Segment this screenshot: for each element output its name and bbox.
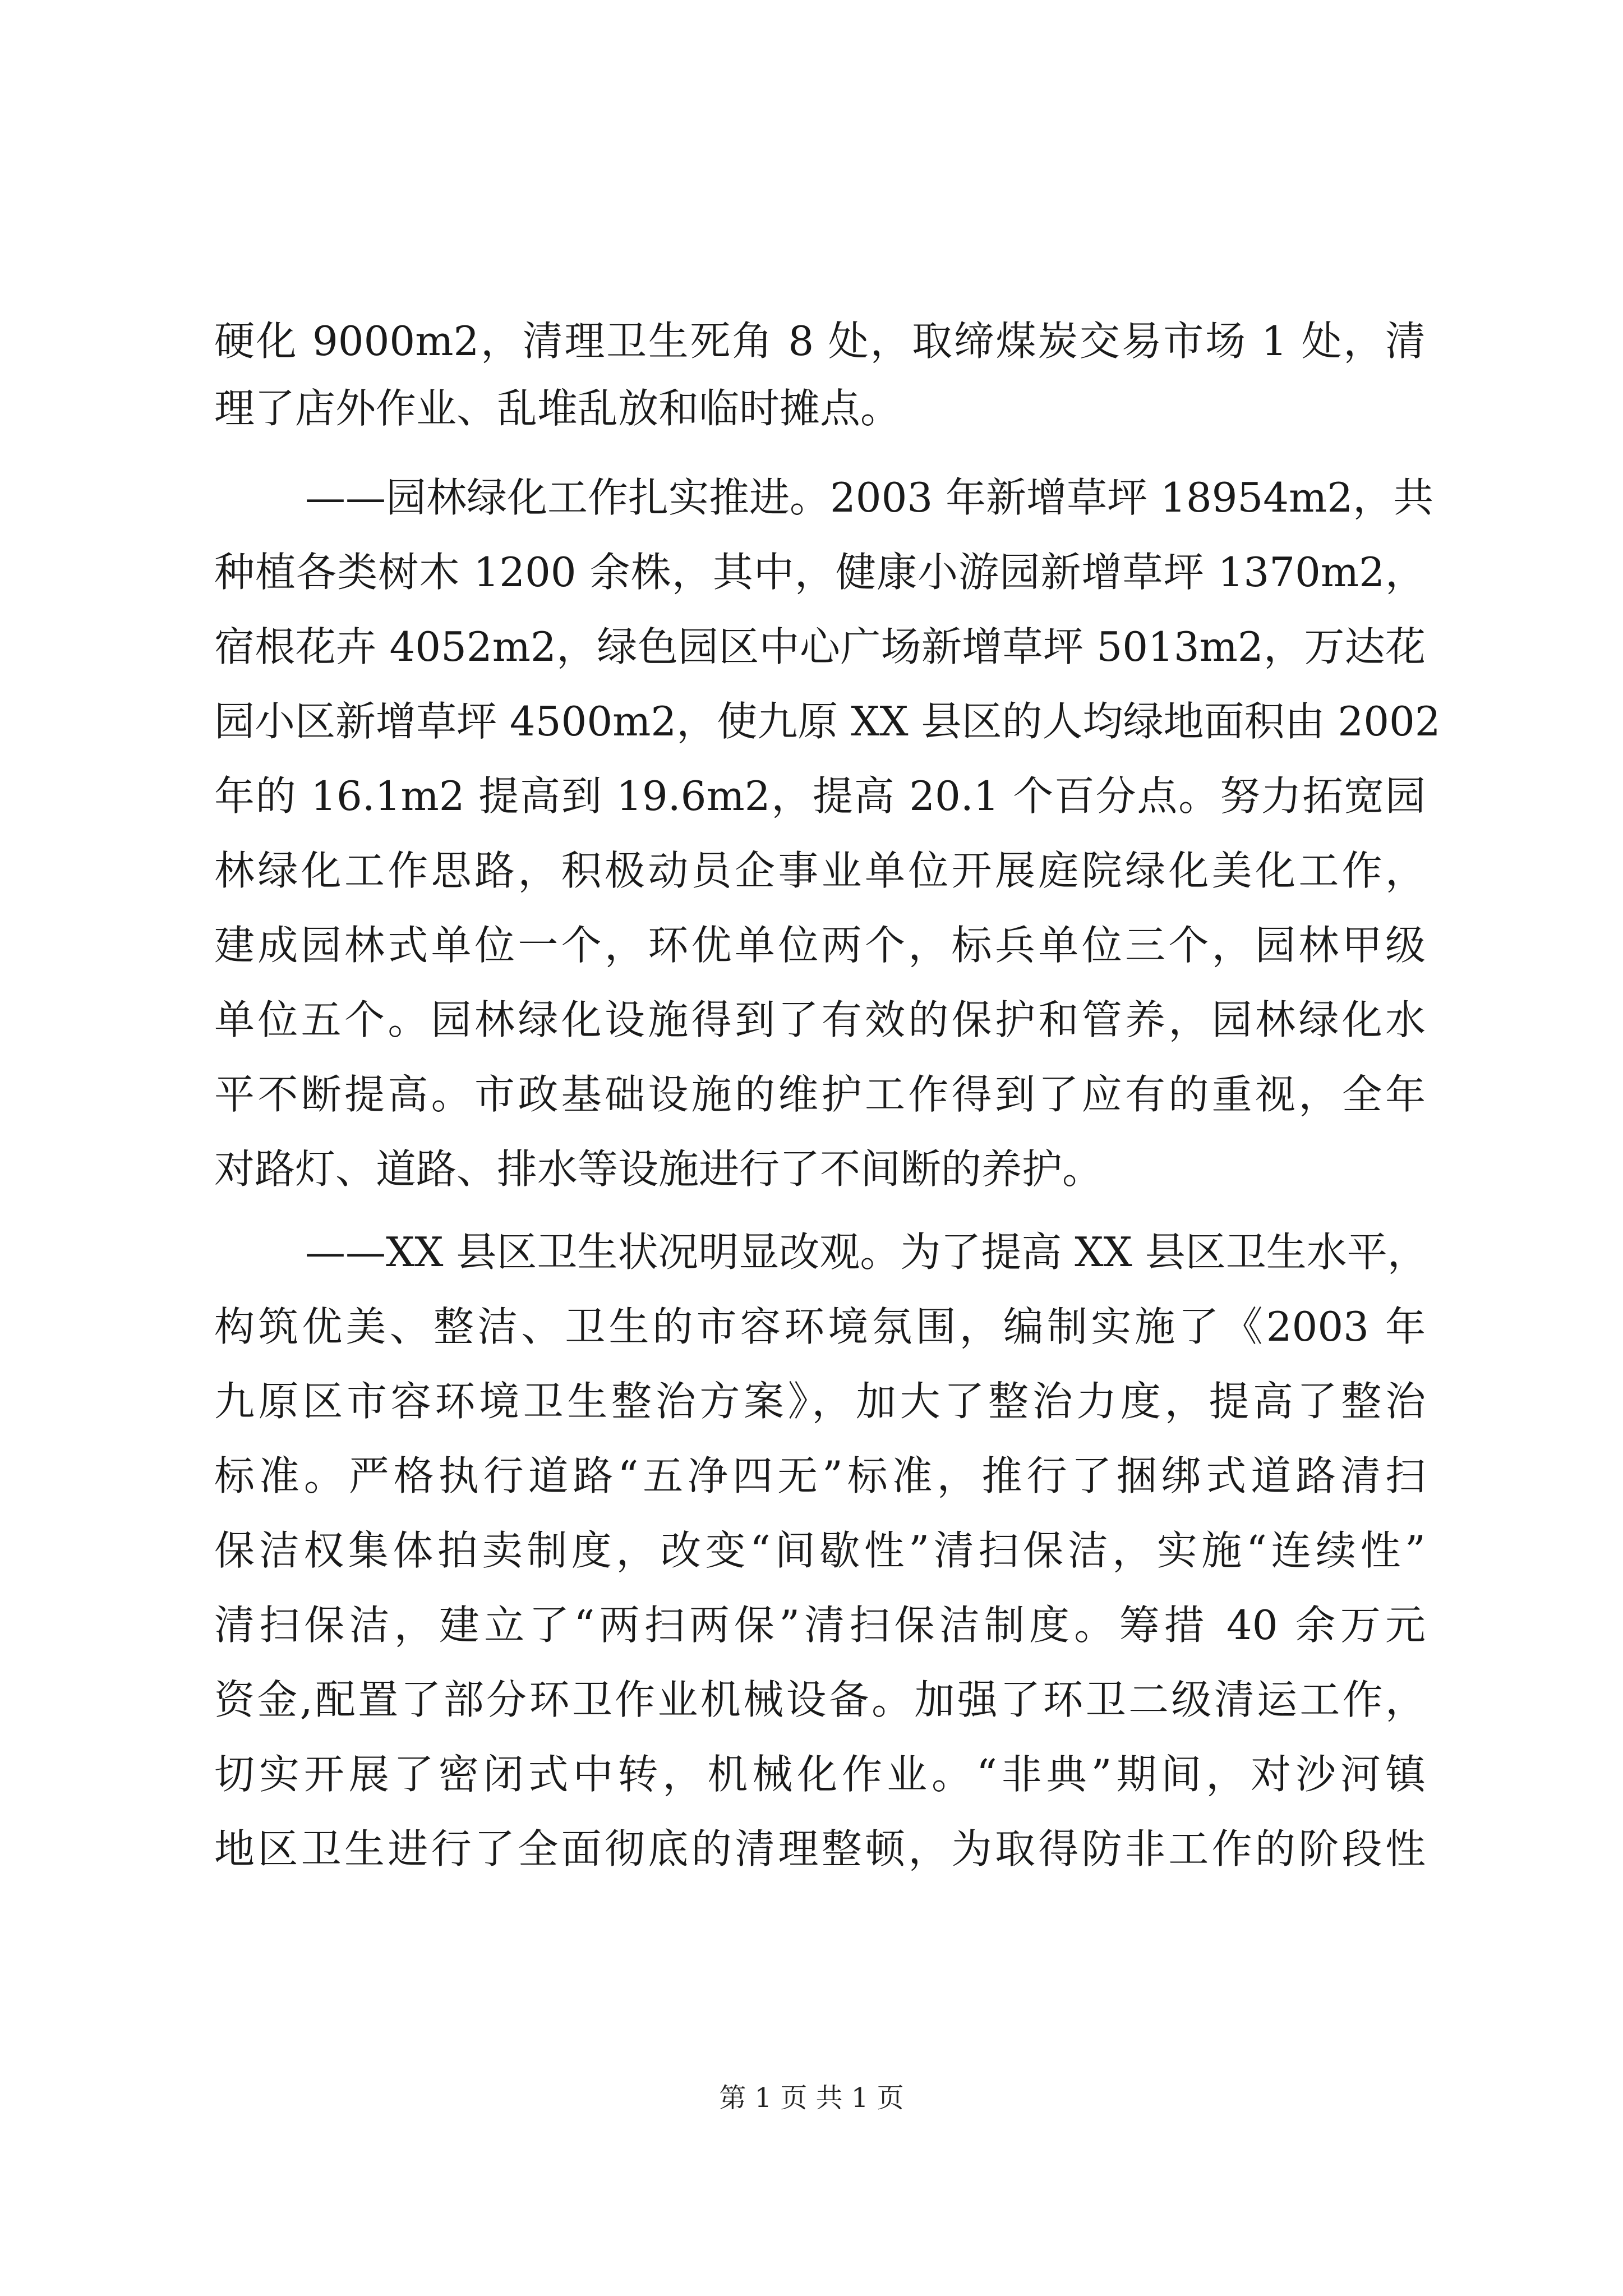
body-text-line: 资金,配置了部分环卫作业机械设备。加强了环卫二级清运工作， (214, 1676, 1426, 1723)
body-text-line: 清扫保洁，建立了“两扫两保”清扫保洁制度。筹措 40 余万元 (214, 1602, 1426, 1649)
body-text-line: 保洁权集体拍卖制度，改变“间歇性”清扫保洁，实施“连续性” (214, 1527, 1426, 1574)
body-text-line: 构筑优美、整洁、卫生的市容环境氛围，编制实施了《2003 年 (214, 1303, 1426, 1350)
body-text-line: 种植各类树木 1200 余株，其中，健康小游园新增草坪 1370m2， (214, 549, 1426, 596)
body-text-line: 园小区新增草坪 4500m2，使九原 XX 县区的人均绿地面积由 2002 (214, 698, 1441, 745)
body-text-line: 标准。严格执行道路“五净四无”标准，推行了捆绑式道路清扫 (214, 1452, 1426, 1499)
body-text-line: 理了店外作业、乱堆乱放和临时摊点。 (214, 385, 901, 432)
body-text-line: 硬化 9000m2，清理卫生死角 8 处，取缔煤炭交易市场 1 处，清 (214, 318, 1426, 365)
body-text-line: 九原区市容环境卫生整治方案》，加大了整治力度，提高了整治 (214, 1378, 1426, 1425)
body-text-line: 地区卫生进行了全面彻底的清理整顿，为取得防非工作的阶段性 (214, 1825, 1426, 1872)
body-text-line: 切实开展了密闭式中转，机械化作业。“非典”期间，对沙河镇 (214, 1751, 1426, 1798)
body-text-line: 建成园林式单位一个，环优单位两个，标兵单位三个，园林甲级 (214, 922, 1426, 969)
body-text-line: 对路灯、道路、排水等设施进行了不间断的养护。 (214, 1145, 1103, 1193)
body-text-line: 年的 16.1m2 提高到 19.6m2，提高 20.1 个百分点。努力拓宽园 (214, 772, 1426, 820)
paragraph-start-line: ——XX 县区卫生状况明显改观。为了提高 XX 县区卫生水平， (305, 1228, 1428, 1276)
body-text-line: 林绿化工作思路，积极动员企事业单位开展庭院绿化美化工作， (214, 847, 1426, 894)
body-text-line: 平不断提高。市政基础设施的维护工作得到了应有的重视，全年 (214, 1071, 1426, 1118)
paragraph-start-line: ——园林绿化工作扎实推进。2003 年新增草坪 18954m2，共 (305, 474, 1434, 521)
page-number-footer: 第 1 页 共 1 页 (719, 2082, 904, 2114)
body-text-line: 宿根花卉 4052m2，绿色园区中心广场新增草坪 5013m2，万达花 (214, 623, 1426, 670)
body-text-line: 单位五个。园林绿化设施得到了有效的保护和管养，园林绿化水 (214, 996, 1426, 1043)
